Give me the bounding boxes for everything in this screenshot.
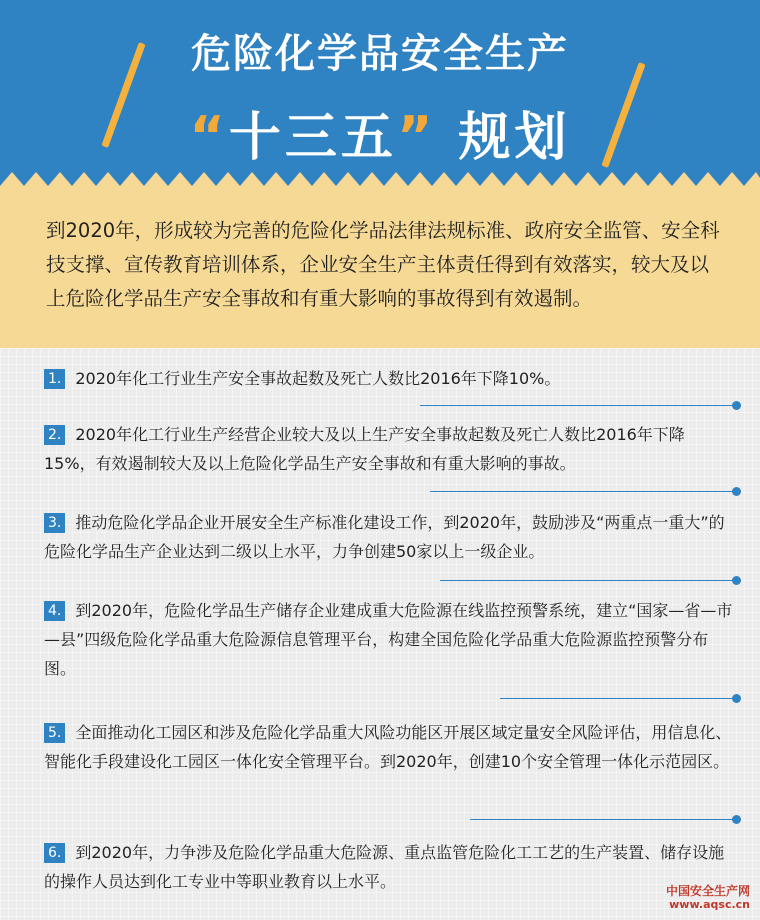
watermark-name: 中国安全生产网 [665, 884, 750, 898]
divider-line [500, 698, 740, 699]
page-title-line1: 危险化学品安全生产 [191, 31, 569, 77]
watermark-url: www.aqsc.cn [669, 898, 750, 911]
divider-line [440, 580, 740, 581]
title-highlight: 十三五 [228, 108, 397, 168]
item-text: 全面推动化工园区和涉及危险化学品重大风险功能区开展区域定量安全风险评估，用信息化、智能化手段建设化工园区一体化安全管理平台。到2020年，创建10个安全管理一体化示范园区。 [44, 723, 732, 771]
divider-dot [732, 487, 741, 496]
item-text: 2020年化工行业生产经营企业较大及以上生产安全事故起数及死亡人数比2016年下降15%，有效遏制较大及以上危险化学品生产安全事故和有重大影响的事故。 [44, 425, 685, 473]
list-item [44, 420, 734, 478]
item-number: 4. [44, 601, 65, 621]
list-item [44, 838, 734, 896]
divider-dot [732, 401, 741, 410]
divider-dot [732, 815, 741, 824]
list-item [44, 508, 734, 566]
item-text: 2020年化工行业生产安全事故起数及死亡人数比2016年下降10%。 [75, 369, 561, 388]
item-number: 1. [44, 369, 65, 389]
item-text: 到2020年，危险化学品生产储存企业建成重大危险源在线监控预警系统，建立“国家—省—市—县”四级危险化学品重大危险源信息管理平台，构建全国危险化学品重大危险源监控预警分布图。 [44, 601, 733, 678]
divider-line [420, 405, 740, 406]
divider-dot [732, 694, 741, 703]
page-title-line2 [0, 95, 760, 170]
quote-close: ” [396, 105, 437, 168]
watermark [666, 884, 750, 911]
item-number: 2. [44, 425, 65, 445]
list-item [44, 596, 734, 683]
divider-line [430, 491, 740, 492]
divider-line [470, 819, 740, 820]
divider-dot [732, 576, 741, 585]
item-text: 推动危险化学品企业开展安全生产标准化建设工作，到2020年，鼓励涉及“两重点一重大”的危险化学品生产企业达到二级以上水平，力争创建50家以上一级企业。 [44, 513, 725, 561]
item-number: 3. [44, 513, 65, 533]
item-number: 6. [44, 843, 65, 863]
list-item [44, 718, 734, 776]
quote-open: “ [189, 105, 229, 168]
title-suffix: 规划 [458, 108, 571, 168]
list-item [44, 364, 734, 393]
intro-panel [0, 200, 760, 348]
header-banner [0, 0, 760, 200]
item-number: 5. [44, 723, 65, 743]
intro-text: 到2020年，形成较为完善的危险化学品法律法规标准、政府安全监管、安全科技支撑、宣传教育培训体系，企业安全生产主体责任得到有效落实，较大及以上危险化学品生产安全事故和有重大影响的事故得到有效遏制。 [46, 219, 720, 310]
zigzag-edge [0, 168, 760, 200]
item-text: 到2020年，力争涉及危险化学品重大危险源、重点监管危险化工工艺的生产装置、储存设施的操作人员达到化工专业中等职业教育以上水平。 [44, 843, 725, 891]
